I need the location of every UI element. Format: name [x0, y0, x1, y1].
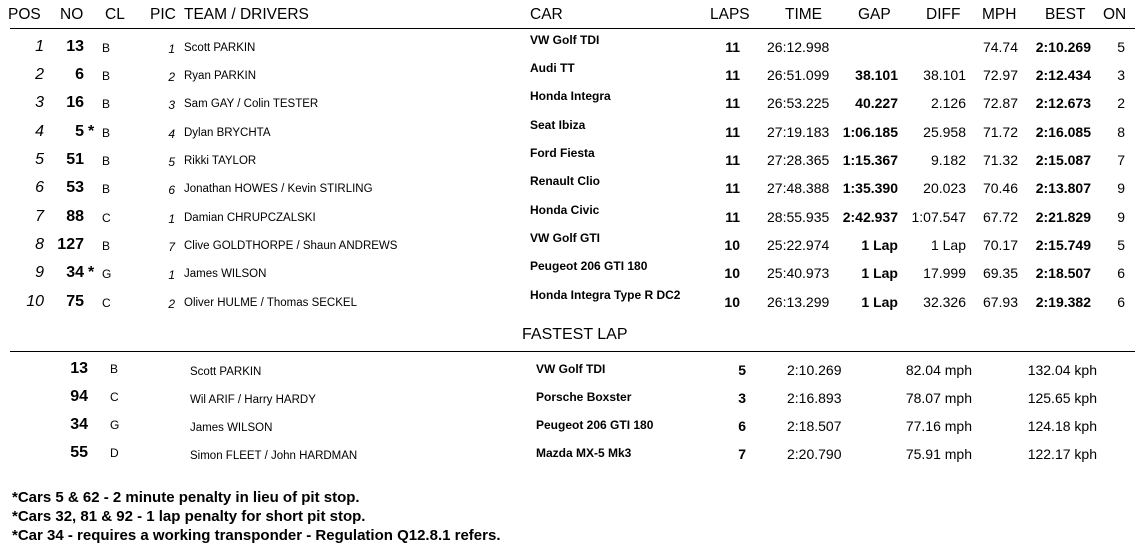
position: 1 [35, 38, 44, 55]
table-row [0, 175, 1145, 203]
penalty-marker: * [88, 264, 95, 281]
race-time: 26:53.225 [767, 95, 830, 111]
car-number: 53 [66, 179, 84, 196]
kph: 125.65 kph [1027, 390, 1097, 406]
car-number: 13 [70, 360, 88, 377]
car-model: Renault Clio [530, 174, 601, 188]
header-pic: PIC [150, 6, 176, 23]
car-number: 55 [70, 444, 88, 461]
class: G [102, 267, 112, 281]
mph: 67.72 [982, 209, 1018, 225]
best-lap: 2:18.507 [1035, 265, 1091, 281]
diff: 1 Lap [930, 237, 966, 253]
car-model: Seat Ibiza [530, 118, 586, 132]
position-in-class: 1 [168, 212, 175, 226]
car-model: VW Golf TDI [536, 362, 606, 376]
position: 7 [35, 208, 44, 225]
car-model: VW Golf GTI [530, 231, 600, 245]
kph: 124.18 kph [1027, 418, 1097, 434]
best-on-lap: 9 [1117, 209, 1125, 225]
table-row [0, 119, 1145, 147]
penalty-note: *Cars 5 & 62 - 2 minute penalty in lieu of pit stop. [12, 489, 360, 506]
car-model: Ford Fiesta [530, 146, 595, 160]
table-row [0, 90, 1145, 118]
laps: 11 [725, 124, 740, 140]
class: B [102, 182, 111, 196]
position: 6 [35, 179, 44, 196]
table-row [0, 62, 1145, 90]
gap: 38.101 [855, 67, 898, 83]
best-lap: 2:12.434 [1035, 67, 1091, 83]
gap: 2:42.937 [842, 209, 898, 225]
diff: 2.126 [930, 95, 966, 111]
best-on-lap: 7 [1117, 152, 1125, 168]
lap-number: 7 [738, 446, 746, 462]
table-row [0, 260, 1145, 288]
drivers: Wil ARIF / Harry HARDY [190, 394, 316, 406]
gap: 40.227 [855, 95, 898, 111]
car-number: 51 [66, 151, 84, 168]
best-lap: 2:21.829 [1035, 209, 1091, 225]
drivers: Jonathan HOWES / Kevin STIRLING [184, 183, 373, 195]
diff: 38.101 [923, 67, 966, 83]
car-model: Audi TT [530, 61, 575, 75]
fastest-lap-title: FASTEST LAP [522, 326, 628, 343]
best-on-lap: 2 [1117, 95, 1125, 111]
best-lap: 2:10.269 [1035, 39, 1091, 55]
car-number: 13 [66, 38, 84, 55]
car-model: Honda Integra Type R DC2 [530, 288, 681, 302]
gap: 1 Lap [861, 265, 898, 281]
mph: 75.91 mph [905, 446, 972, 462]
laps: 11 [725, 180, 740, 196]
best-on-lap: 8 [1117, 124, 1125, 140]
class: B [110, 362, 119, 376]
class: B [102, 154, 111, 168]
position: 4 [35, 123, 44, 140]
diff: 1:07.547 [911, 209, 966, 225]
class: G [110, 418, 120, 432]
best-lap: 2:13.807 [1035, 180, 1091, 196]
table-row [0, 147, 1145, 175]
best-on-lap: 5 [1117, 39, 1125, 55]
table-row [0, 289, 1145, 317]
table-row [0, 358, 1145, 386]
header-on: ON [1103, 6, 1127, 23]
car-model: Peugeot 206 GTI 180 [530, 259, 648, 273]
mph: 70.46 [982, 180, 1018, 196]
car-number: 6 [75, 66, 84, 83]
car-model: VW Golf TDI [530, 33, 600, 47]
gap: 1:35.390 [842, 180, 898, 196]
laps: 11 [725, 39, 740, 55]
race-time: 28:55.935 [767, 209, 830, 225]
header-cl: CL [105, 6, 125, 23]
header-no: NO [60, 6, 84, 23]
class: C [102, 211, 111, 225]
mph: 72.97 [982, 67, 1018, 83]
car-number: 16 [66, 94, 84, 111]
race-time: 27:48.388 [767, 180, 830, 196]
laps: 10 [724, 294, 740, 310]
gap: 1 Lap [861, 237, 898, 253]
car-number: 127 [57, 236, 84, 253]
car-model: Honda Civic [530, 203, 600, 217]
drivers: Damian CHRUPCZALSKI [184, 212, 316, 224]
car-number: 75 [66, 293, 84, 310]
position: 5 [35, 151, 44, 168]
mph: 71.72 [982, 124, 1018, 140]
kph: 132.04 kph [1027, 362, 1097, 378]
header-pos: POS [8, 6, 41, 23]
laps: 11 [725, 209, 740, 225]
best-on-lap: 6 [1117, 265, 1125, 281]
car-number: 94 [70, 388, 88, 405]
header-laps: LAPS [710, 6, 750, 23]
car-number: 34 [66, 264, 84, 281]
position: 3 [35, 94, 44, 111]
position-in-class: 5 [168, 155, 175, 169]
class: B [102, 126, 111, 140]
car-model: Peugeot 206 GTI 180 [536, 418, 654, 432]
table-row [0, 34, 1145, 62]
mph: 82.04 mph [905, 362, 972, 378]
header-diff: DIFF [926, 6, 961, 23]
drivers: Scott PARKIN [184, 42, 256, 54]
mph: 78.07 mph [905, 390, 972, 406]
best-lap: 2:19.382 [1035, 294, 1091, 310]
position-in-class: 7 [168, 240, 175, 254]
gap: 1:06.185 [842, 124, 898, 140]
penalty-note: *Car 34 - requires a working transponder - Regulation Q12.8.1 refers. [12, 527, 501, 544]
gap: 1:15.367 [842, 152, 898, 168]
position: 8 [35, 236, 44, 253]
class: D [110, 446, 119, 460]
best-lap: 2:12.673 [1035, 95, 1091, 111]
table-row [0, 414, 1145, 442]
best-lap: 2:15.749 [1035, 237, 1091, 253]
table-row [0, 442, 1145, 470]
position-in-class: 1 [168, 268, 175, 282]
laps: 11 [725, 95, 740, 111]
laps: 10 [724, 237, 740, 253]
laps: 11 [725, 152, 740, 168]
best-on-lap: 6 [1117, 294, 1125, 310]
diff: 20.023 [923, 180, 966, 196]
race-time: 25:22.974 [767, 237, 830, 253]
race-time: 27:28.365 [767, 152, 830, 168]
lap-number: 6 [738, 418, 746, 434]
table-row [0, 386, 1145, 414]
class: B [102, 239, 111, 253]
drivers: James WILSON [190, 422, 273, 434]
best-lap: 2:16.085 [1035, 124, 1091, 140]
race-time: 25:40.973 [767, 265, 830, 281]
drivers: Sam GAY / Colin TESTER [184, 98, 319, 110]
class: B [102, 41, 111, 55]
header-mph: MPH [982, 6, 1017, 23]
mph: 71.32 [982, 152, 1018, 168]
car-model: Honda Integra [530, 89, 611, 103]
lap-number: 5 [738, 362, 746, 378]
diff: 17.999 [923, 265, 966, 281]
mph: 72.87 [982, 95, 1018, 111]
header-car: CAR [530, 6, 563, 23]
position: 9 [35, 264, 44, 281]
drivers: Ryan PARKIN [184, 70, 257, 82]
kph: 122.17 kph [1027, 446, 1097, 462]
mph: 67.93 [982, 294, 1018, 310]
laps: 10 [724, 265, 740, 281]
drivers: Simon FLEET / John HARDMAN [190, 450, 358, 462]
drivers: Dylan BRYCHTA [184, 127, 271, 139]
drivers: Oliver HULME / Thomas SECKEL [184, 297, 357, 309]
best-on-lap: 3 [1117, 67, 1125, 83]
lap-time: 2:10.269 [787, 362, 842, 378]
header-best: BEST [1045, 6, 1086, 23]
race-time: 26:13.299 [767, 294, 830, 310]
drivers: Rikki TAYLOR [184, 155, 257, 167]
class: B [102, 69, 111, 83]
car-number: 34 [70, 416, 88, 433]
class: C [102, 296, 111, 310]
header-gap: GAP [858, 6, 891, 23]
position-in-class: 2 [168, 70, 175, 84]
car-number: 88 [66, 208, 84, 225]
mph: 69.35 [982, 265, 1018, 281]
best-lap: 2:15.087 [1035, 152, 1091, 168]
car-model: Porsche Boxster [536, 390, 632, 404]
mph: 74.74 [982, 39, 1018, 55]
mph: 70.17 [982, 237, 1018, 253]
lap-time: 2:18.507 [787, 418, 842, 434]
fastest-lap-divider [10, 351, 1135, 352]
best-on-lap: 5 [1117, 237, 1125, 253]
diff: 32.326 [923, 294, 966, 310]
race-time: 27:19.183 [767, 124, 830, 140]
best-on-lap: 9 [1117, 180, 1125, 196]
diff: 9.182 [930, 152, 966, 168]
position: 10 [26, 293, 44, 310]
laps: 11 [725, 67, 740, 83]
drivers: James WILSON [184, 268, 267, 280]
table-row [0, 232, 1145, 260]
gap: 1 Lap [861, 294, 898, 310]
race-time: 26:12.998 [767, 39, 830, 55]
penalty-marker: * [88, 123, 95, 140]
drivers: Clive GOLDTHORPE / Shaun ANDREWS [184, 240, 398, 252]
position-in-class: 3 [168, 98, 175, 112]
car-number: 5 [75, 123, 84, 140]
lap-time: 2:20.790 [787, 446, 842, 462]
position: 2 [35, 66, 44, 83]
position-in-class: 2 [168, 297, 175, 311]
race-time: 26:51.099 [767, 67, 830, 83]
lap-number: 3 [738, 390, 746, 406]
header-time: TIME [785, 6, 823, 23]
drivers: Scott PARKIN [190, 366, 262, 378]
lap-time: 2:16.893 [787, 390, 842, 406]
header-divider [10, 28, 1135, 29]
position-in-class: 1 [168, 42, 175, 56]
position-in-class: 6 [168, 183, 175, 197]
penalty-note: *Cars 32, 81 & 92 - 1 lap penalty for short pit stop. [12, 508, 366, 525]
car-model: Mazda MX-5 Mk3 [536, 446, 632, 460]
header-team-drivers: TEAM / DRIVERS [184, 6, 309, 23]
diff: 25.958 [923, 124, 966, 140]
class: B [102, 97, 111, 111]
table-row [0, 204, 1145, 232]
class: C [110, 390, 119, 404]
position-in-class: 4 [168, 127, 175, 141]
mph: 77.16 mph [905, 418, 972, 434]
